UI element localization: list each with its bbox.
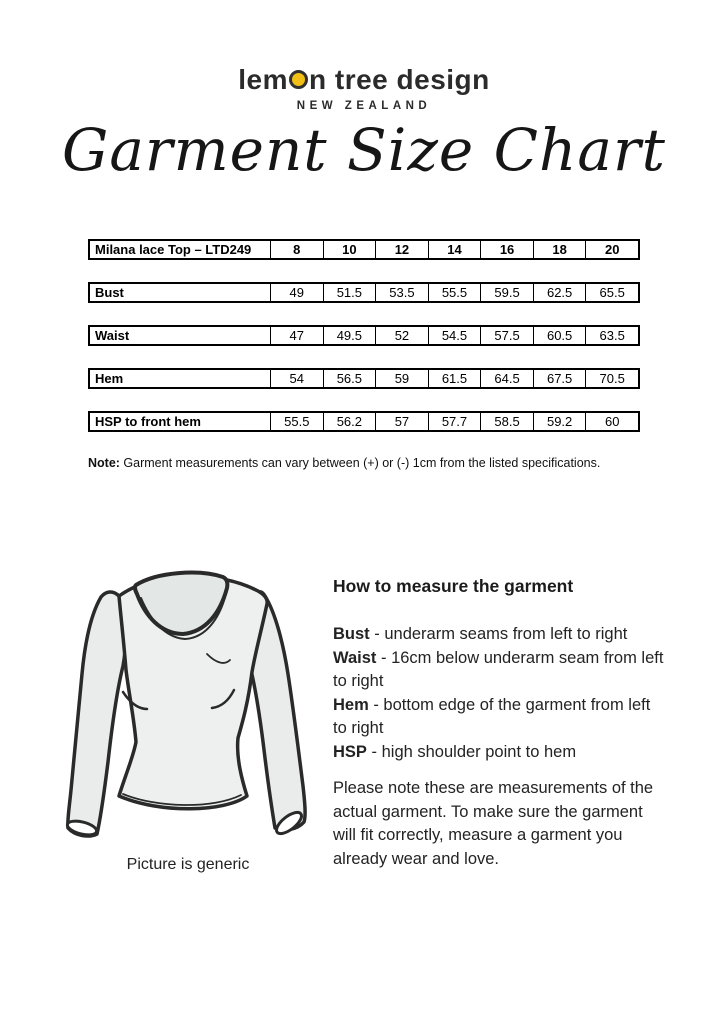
measure-item-list [333, 623, 667, 764]
note-text: Garment measurements can vary between (+) or (-) 1cm from the listed specifications. [119, 456, 601, 470]
table-row-hem [88, 368, 640, 389]
measure-desc: - high shoulder point to hem [366, 742, 577, 761]
garment-illustration-icon [57, 566, 319, 850]
value-cell: 49 [270, 284, 323, 301]
measure-heading: How to measure the garment [333, 576, 574, 596]
value-cell: 54 [270, 370, 323, 387]
garment-figure [56, 566, 320, 874]
measure-term: Hem [333, 695, 369, 714]
measuring-instructions [333, 576, 667, 871]
value-cell: 57.5 [480, 327, 533, 344]
value-cell: 51.5 [323, 284, 376, 301]
size-table [88, 239, 640, 454]
value-cell: 60 [585, 413, 638, 430]
value-cell: 63.5 [585, 327, 638, 344]
size-cell: 20 [585, 241, 638, 258]
size-cell: 16 [480, 241, 533, 258]
value-cell: 57.7 [428, 413, 481, 430]
value-cell: 62.5 [533, 284, 586, 301]
value-cell: 49.5 [323, 327, 376, 344]
measure-desc: - 16cm below underarm seam from left to right [333, 648, 664, 690]
value-cell: 55.5 [270, 413, 323, 430]
note-label: Note: [88, 456, 120, 470]
measure-item-hem [333, 694, 667, 741]
row-label-cell: Hem [95, 371, 124, 386]
size-cell: 8 [270, 241, 323, 258]
measure-desc: - underarm seams from left to right [369, 625, 628, 643]
value-cell: 54.5 [428, 327, 481, 344]
value-cell: 57 [375, 413, 428, 430]
figure-caption: Picture is generic [126, 856, 250, 873]
row-label-cell: Waist [95, 328, 130, 343]
table-row-hsp [88, 411, 640, 432]
value-cell: 52 [375, 327, 428, 344]
value-cell: 55.5 [428, 284, 481, 301]
brand-name-part2: n tree design [308, 64, 490, 95]
value-cell: 60.5 [533, 327, 586, 344]
measure-term: Bust [333, 625, 370, 643]
value-cell: 58.5 [480, 413, 533, 430]
value-cell: 64.5 [480, 370, 533, 387]
value-cell: 47 [270, 327, 323, 344]
value-cell: 59.2 [533, 413, 586, 430]
brand-name-part1: lem [238, 64, 288, 95]
table-row-bust [88, 282, 640, 303]
brand-name [0, 64, 728, 96]
lemon-dot-icon [289, 70, 308, 89]
measure-term: HSP [333, 742, 367, 761]
value-cell: 59.5 [480, 284, 533, 301]
value-cell: 59 [375, 370, 428, 387]
row-label-cell: Bust [95, 285, 124, 300]
size-cell: 10 [323, 241, 376, 258]
brand-logo [0, 64, 728, 112]
table-row-header [88, 239, 640, 260]
brand-country: NEW ZEALAND [296, 100, 432, 112]
size-cell: 14 [428, 241, 481, 258]
page-title: Garment Size Chart [61, 116, 666, 184]
value-cell: 53.5 [375, 284, 428, 301]
value-cell: 65.5 [585, 284, 638, 301]
size-cell: 12 [375, 241, 428, 258]
tolerance-note [88, 456, 600, 470]
measure-desc: - bottom edge of the garment from left to right [333, 695, 651, 737]
product-cell: Milana lace Top – LTD249 [95, 242, 252, 257]
measure-item-bust [333, 623, 667, 647]
table-row-waist [88, 325, 640, 346]
value-cell: 56.2 [323, 413, 376, 430]
value-cell: 61.5 [428, 370, 481, 387]
measure-item-waist [333, 647, 667, 694]
size-cell: 18 [533, 241, 586, 258]
measure-term: Waist [333, 648, 377, 667]
value-cell: 67.5 [533, 370, 586, 387]
row-label-cell: HSP to front hem [95, 414, 201, 429]
measure-item-hsp [333, 741, 667, 765]
value-cell: 56.5 [323, 370, 376, 387]
value-cell: 70.5 [585, 370, 638, 387]
measure-paragraph: Please note these are measurements of the actual garment. To make sure the garment will fit correctly, measure a garment you already wear and love. [333, 779, 654, 868]
